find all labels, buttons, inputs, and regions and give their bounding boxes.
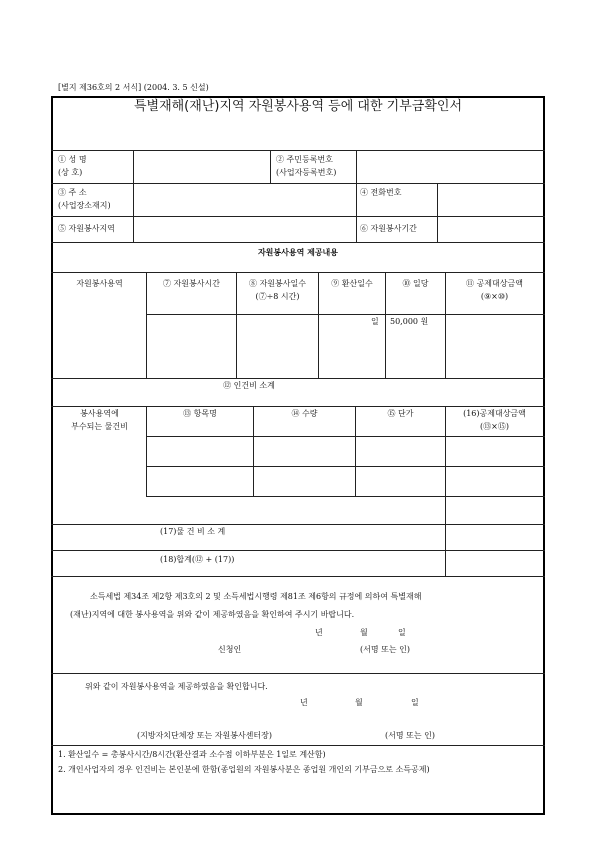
row-line — [51, 216, 545, 217]
area-field[interactable] — [135, 218, 354, 240]
decl-year: 년 — [315, 628, 323, 637]
labor-subtotal-label: ⑫ 인건비 소계 — [223, 381, 275, 390]
address-label-sub: (사업장소재지) — [58, 201, 111, 210]
rrn-label: ② 주민등록번호 — [276, 155, 333, 164]
declaration-text-1: 소득세법 제34조 제2항 제3호의 2 및 소득세법시행령 제81조 제6항의 규정에 의하여 특별재해 — [90, 592, 422, 601]
decl-month: 월 — [360, 628, 368, 637]
col-amount-sub: (⑬×⑮) — [480, 422, 509, 431]
hours-field[interactable] — [148, 316, 235, 376]
col-qty: ⑭ 수량 — [291, 409, 318, 418]
rrn-label-sub: (사업자등록번호) — [276, 168, 337, 177]
col-line — [270, 150, 271, 183]
col-line — [355, 406, 356, 496]
col-line — [146, 406, 147, 496]
goods-subtotal-field[interactable] — [447, 526, 542, 548]
deduct-field[interactable] — [447, 316, 542, 376]
unit-day: 일 — [371, 317, 379, 326]
table-border-left — [51, 96, 53, 815]
row-line — [146, 314, 545, 315]
row-line — [51, 673, 545, 674]
decl-day: 일 — [398, 628, 406, 637]
applicant-label: 신청인 — [218, 645, 242, 654]
col-line — [437, 183, 438, 242]
col-price: ⑮ 단가 — [387, 409, 414, 418]
goods-label-sub: 부수되는 물건비 — [71, 422, 128, 431]
row-line — [146, 496, 545, 497]
rrn-field[interactable] — [358, 152, 541, 181]
col-daily: ⑩ 일당 — [402, 279, 429, 288]
col-amount: (16)공제대상금액 — [463, 409, 526, 418]
phone-label: ④ 전화번호 — [360, 188, 402, 197]
col-deduct: ⑪ 공제대상금액 — [466, 279, 523, 288]
row-line — [51, 183, 545, 184]
col-days-sub: (⑦÷8 시간) — [255, 292, 300, 301]
address-label: ③ 주 소 — [58, 188, 87, 197]
table-border-bottom — [51, 813, 545, 815]
labor-subtotal-field[interactable] — [447, 380, 542, 405]
total-label: (18)합계(⑫ + (17)) — [160, 555, 235, 564]
page-title: 특별재해(재난)지역 자원봉사용역 등에 대한 기부금확인서 — [133, 99, 463, 114]
period-label: ⑥ 자원봉사기간 — [360, 224, 417, 233]
total-field[interactable] — [447, 552, 542, 574]
col-hours: ⑦ 자원봉사시간 — [163, 279, 220, 288]
service-section-heading: 자원봉사용역 제공내용 — [257, 248, 339, 257]
conf-year: 년 — [300, 698, 308, 707]
row-line — [51, 378, 545, 379]
area-label: ⑤ 자원봉사지역 — [58, 224, 115, 233]
confirmation-text: 위와 같이 자원봉사용역을 제공하였음을 확인합니다. — [85, 682, 268, 691]
col-days: ⑧ 자원봉사일수 — [249, 279, 306, 288]
phone-field[interactable] — [439, 185, 541, 214]
period-field[interactable] — [439, 218, 541, 240]
conf-day: 일 — [411, 698, 419, 707]
row-line — [146, 436, 545, 437]
address-field[interactable] — [135, 185, 354, 214]
row-line — [51, 272, 545, 273]
row-line — [51, 524, 545, 525]
goods-label: 봉사용역에 — [80, 409, 119, 418]
col-line — [133, 150, 134, 242]
row-line — [51, 745, 545, 746]
declaration-text-2: (재난)지역에 대한 봉사용역을 위와 같이 제공하였음을 확인하여 주시기 바랍니다. — [70, 610, 355, 619]
authority-sign: (서명 또는 인) — [385, 731, 435, 740]
col-line — [356, 150, 357, 242]
row-line — [51, 576, 545, 577]
note-2: 2. 개인사업자의 경우 인건비는 본인분에 한함(종업원의 자원봉사분은 종업원 개인의 기부금으로 소득공제) — [58, 765, 430, 774]
row-line — [51, 550, 545, 551]
col-deduct-sub: (⑨×⑩) — [480, 292, 509, 301]
daily-rate: 50,000 원 — [390, 317, 429, 326]
col-line — [253, 406, 254, 496]
days-field[interactable] — [238, 316, 317, 376]
note-1: 1. 환산일수 = 총봉사시간/8시간(환산결과 소수점 이하부분은 1일로 계산함) — [58, 750, 326, 759]
row-line — [51, 242, 545, 243]
name-field[interactable] — [135, 152, 268, 181]
row-line — [146, 466, 545, 467]
name-label: ① 성 명 — [58, 155, 87, 164]
table-border-right — [543, 96, 545, 815]
form-number: [별지 제36호의 2 서식] (2004. 3. 5 신설) — [58, 83, 209, 92]
name-label-sub: (상 호) — [58, 168, 83, 177]
col-service: 자원봉사용역 — [76, 279, 123, 288]
goods-subtotal-label: (17)물 건 비 소 계 — [160, 527, 226, 536]
authority-label: (지방자치단체장 또는 자원봉사센터장) — [137, 731, 272, 740]
row-line — [51, 150, 545, 151]
row-line — [51, 406, 545, 407]
col-item: ⑬ 항목명 — [183, 409, 217, 418]
applicant-sign: (서명 또는 인) — [360, 645, 410, 654]
col-conv-days: ⑨ 환산일수 — [331, 279, 373, 288]
conv-days-field[interactable] — [320, 330, 384, 376]
conf-month: 월 — [355, 698, 363, 707]
